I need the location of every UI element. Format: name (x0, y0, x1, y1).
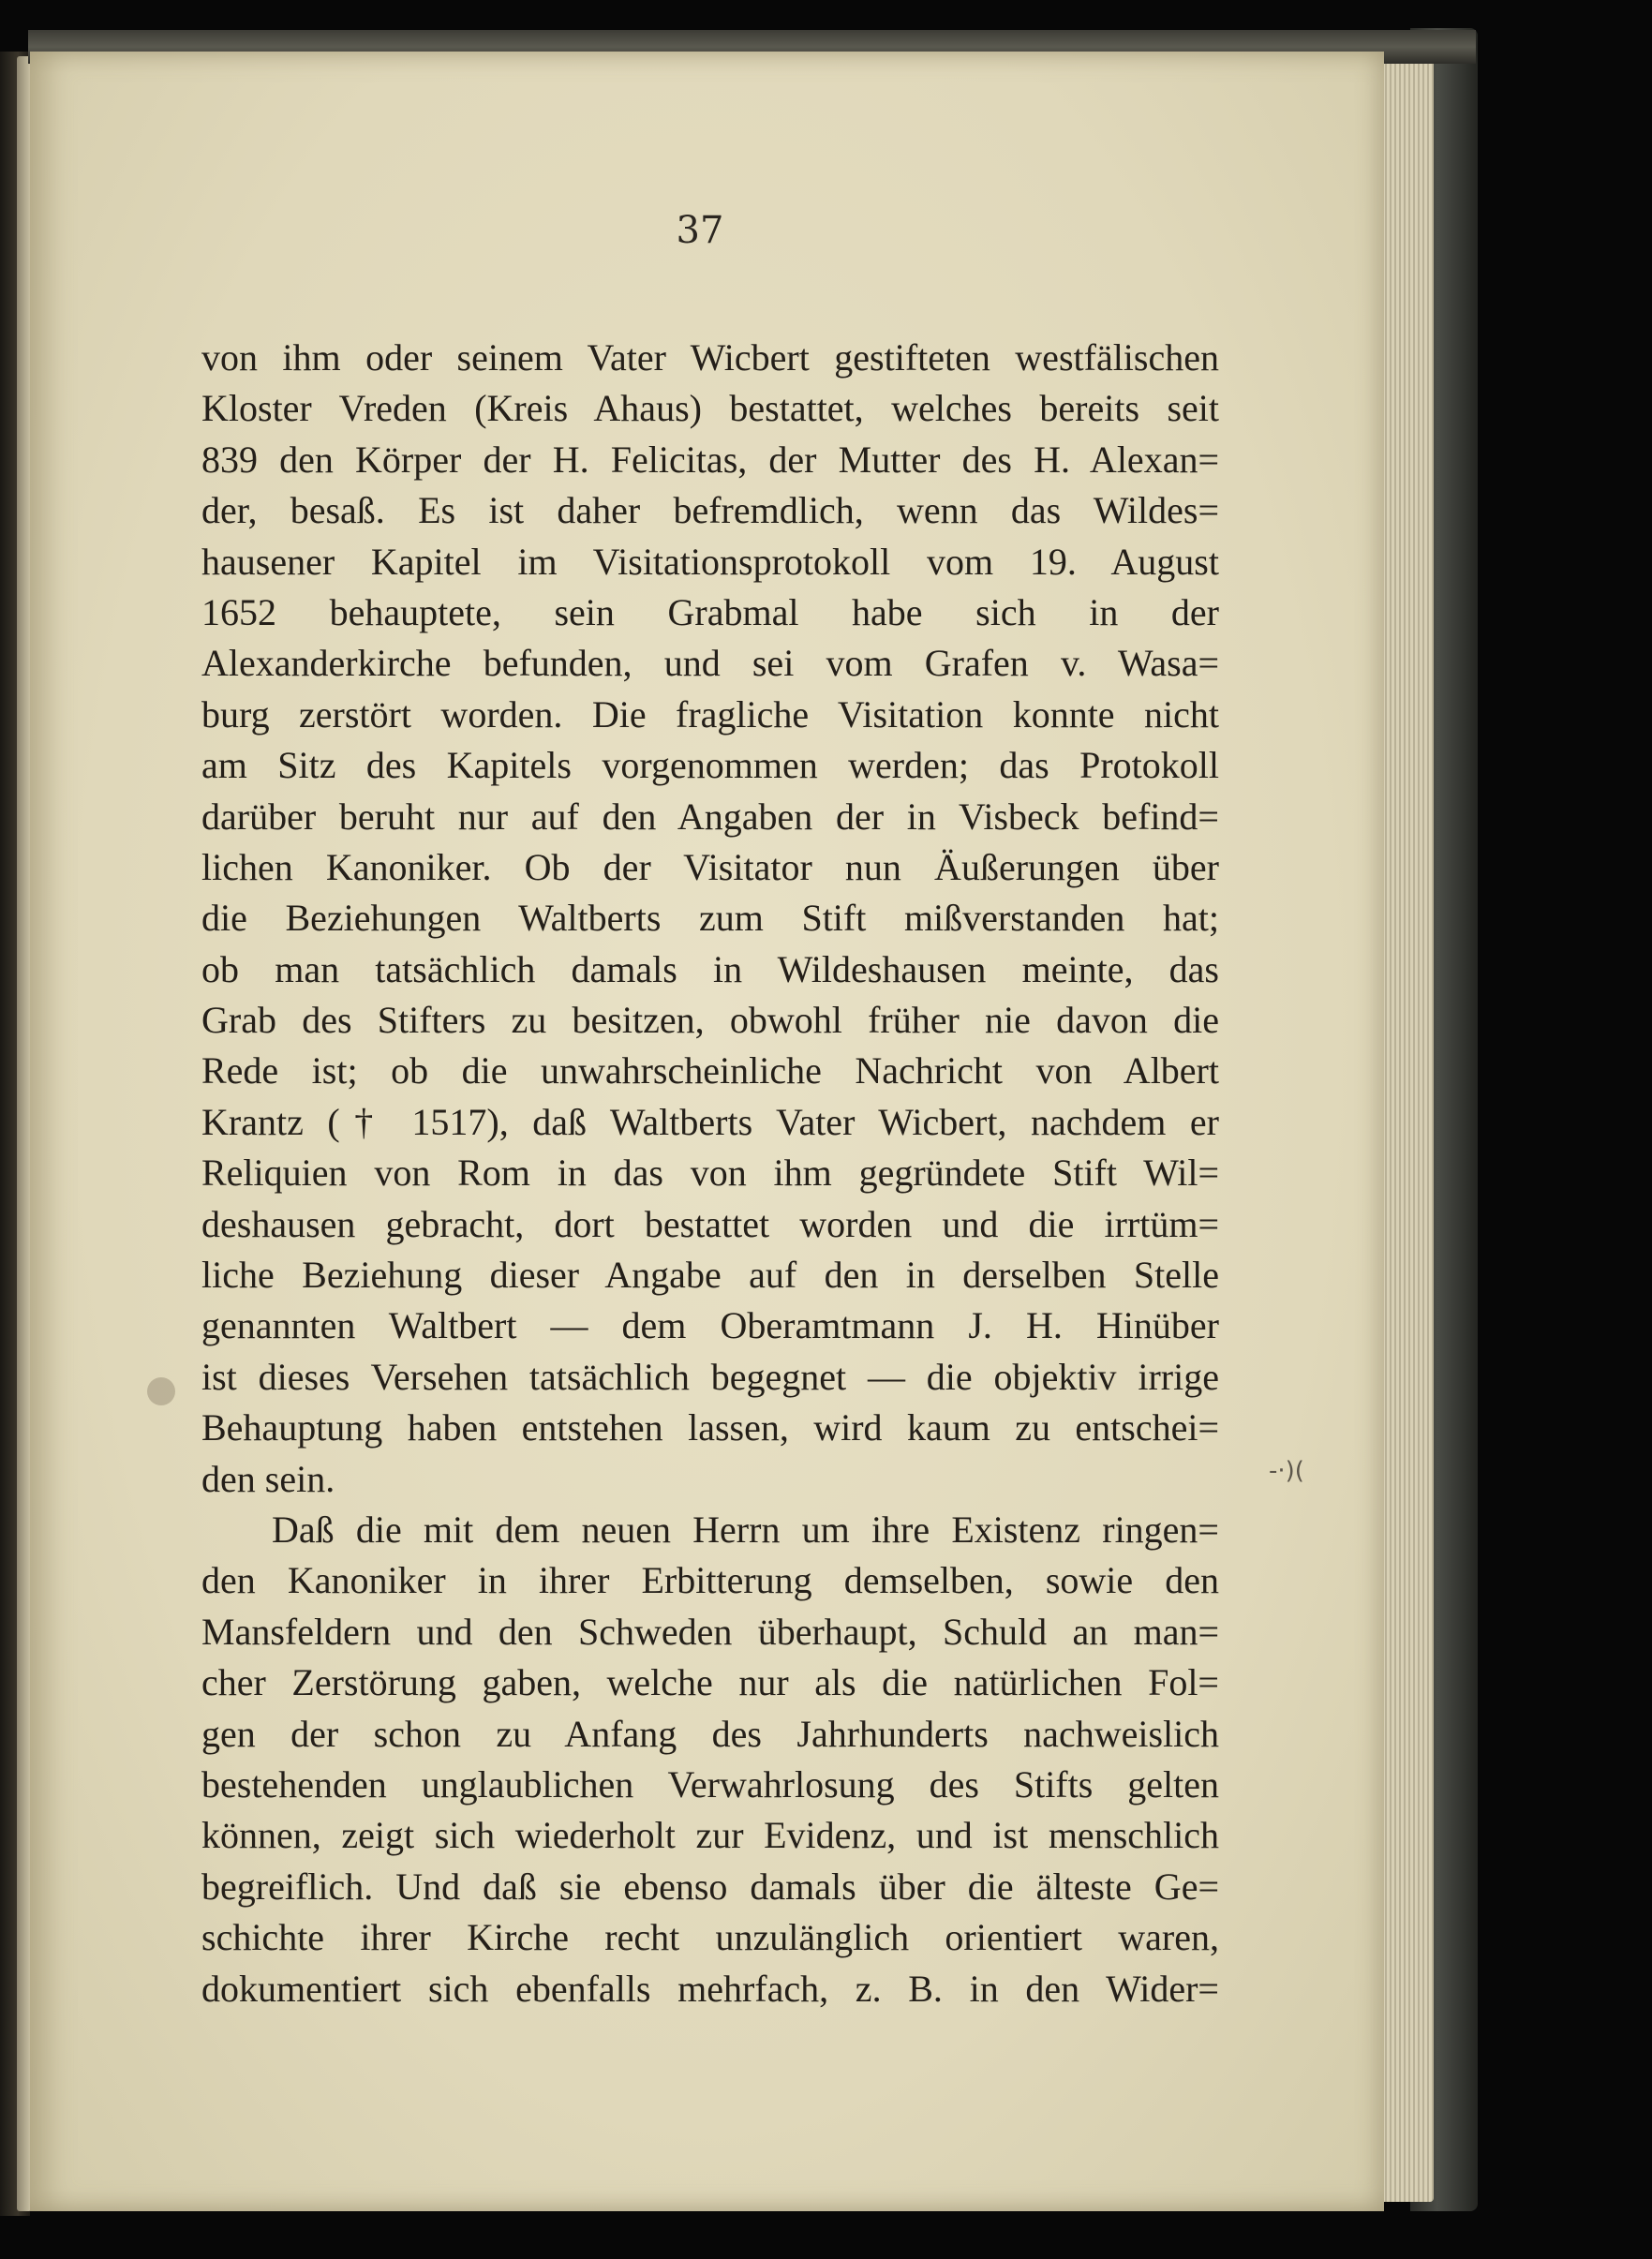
margin-mark: -·)( (1269, 1457, 1304, 1485)
text-line: cher Zerstörung gaben, welche nur als die natürlichen Fol= (201, 1661, 1219, 1704)
text-line: Alexanderkirche befunden, und sei vom Grafen v. Wasa= (201, 642, 1219, 685)
text-line: 839 den Körper der H. Felicitas, der Mutter des H. Alexan= (201, 438, 1219, 481)
text-line: 1652 behauptete, sein Grabmal habe sich in der (201, 590, 1219, 633)
text-line: den Kanoniker in ihrer Erbitterung demselben, sowie den (201, 1559, 1219, 1602)
text-line: die Beziehungen Waltberts zum Stift mißverstanden hat; (201, 897, 1219, 940)
book-page (30, 52, 1384, 2211)
text-line: Reliquien von Rom in das von ihm gegründete Stift Wil= (201, 1152, 1219, 1195)
text-line: Behauptung haben entstehen lassen, wird kaum zu entschei= (201, 1406, 1219, 1449)
page-text (201, 333, 1219, 2014)
text-line: Daß die mit dem neuen Herrn um ihre Existenz ringen= (272, 1508, 1219, 1551)
text-line: Rede ist; ob die unwahrscheinliche Nachricht von Albert (201, 1049, 1219, 1092)
text-line: am Sitz des Kapitels vorgenommen werden; das Protokoll (201, 744, 1219, 787)
text-line: liche Beziehung dieser Angabe auf den in derselben Stelle (201, 1254, 1219, 1297)
text-line: genannten Waltbert — dem Oberamtmann J. H. Hinüber (201, 1304, 1219, 1347)
text-line: schichte ihrer Kirche recht unzulänglich orientiert waren, (201, 1916, 1219, 1959)
page-number: 37 (676, 209, 724, 252)
text-line: Kloster Vreden (Kreis Ahaus) bestattet, welches bereits seit (201, 387, 1219, 430)
text-line: hausener Kapitel im Visitationsprotokoll vom 19. August (201, 540, 1219, 583)
text-line: ist dieses Versehen tatsächlich begegnet — die objektiv irrige (201, 1355, 1219, 1398)
text-line: ob man tatsächlich damals in Wildeshausen meinte, das (201, 947, 1219, 990)
text-line: können, zeigt sich wiederholt zur Evidenz, und ist menschlich (201, 1814, 1219, 1857)
text-line: begreiflich. Und daß sie ebenso damals über die älteste Ge= (201, 1865, 1219, 1908)
text-line: den sein. (201, 1457, 335, 1500)
text-line: bestehenden unglaublichen Verwahrlosung des Stifts gelten (201, 1762, 1219, 1806)
text-line: von ihm oder seinem Vater Wicbert gestifteten westfälischen (201, 336, 1219, 379)
text-line: der, besaß. Es ist daher befremdlich, wenn das Wildes= (201, 489, 1219, 532)
text-line: gen der schon zu Anfang des Jahrhunderts nachweislich (201, 1712, 1219, 1755)
text-line: Krantz († 1517), daß Waltberts Vater Wicbert, nachdem er (201, 1100, 1219, 1143)
text-line: burg zerstört worden. Die fragliche Visitation konnte nicht (201, 692, 1219, 736)
text-line: dokumentiert sich ebenfalls mehrfach, z. B. in den Wider= (201, 1967, 1219, 2010)
text-line: deshausen gebracht, dort bestattet worden und die irrtüm= (201, 1202, 1219, 1245)
text-line: darüber beruht nur auf den Angaben der in Visbeck befind= (201, 795, 1219, 838)
text-line: lichen Kanoniker. Ob der Visitator nun Äußerungen über (201, 845, 1219, 888)
text-line: Mansfeldern und den Schweden überhaupt, Schuld an man= (201, 1610, 1219, 1653)
page-smudge (147, 1377, 175, 1405)
text-line: Grab des Stifters zu besitzen, obwohl früher nie davon die (201, 999, 1219, 1042)
